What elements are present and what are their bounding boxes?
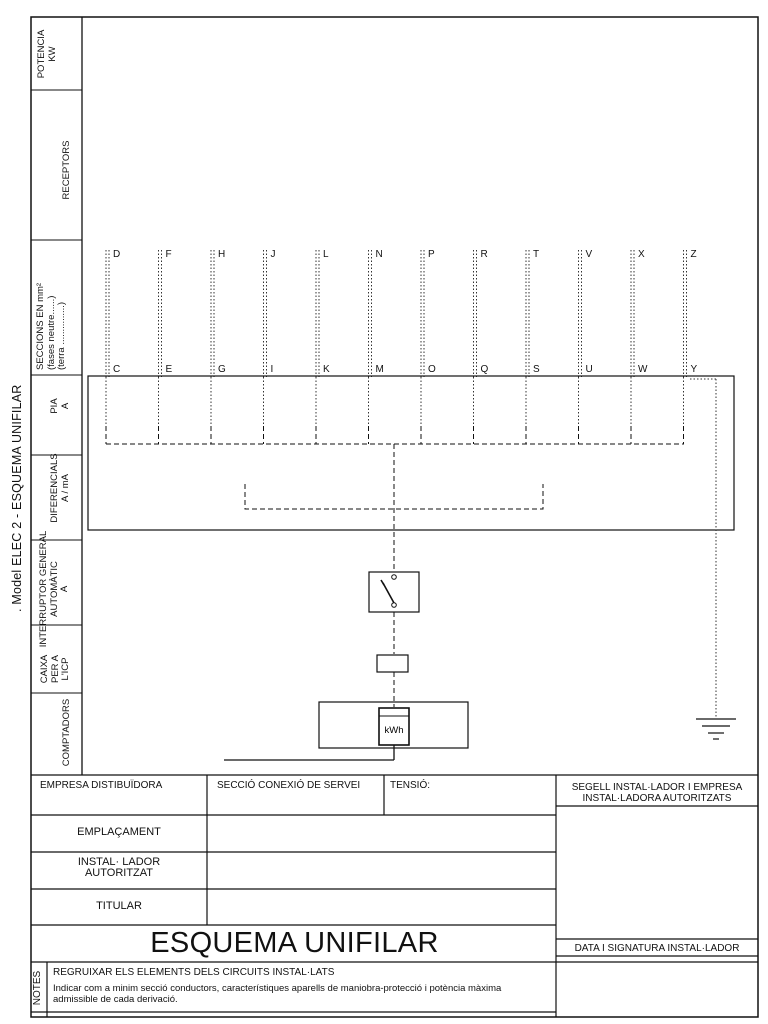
row-label-interruptor — [39, 528, 71, 650]
empresa-distribuidora-label: EMPRESA DISTIBUÏDORA — [40, 780, 163, 791]
interruptor-label: INTERRUPTOR GENERAL — [38, 530, 49, 648]
circuit-letter-bottom: E — [165, 364, 173, 375]
circuit-letter-top: P — [428, 249, 435, 260]
circuit-letter-top: Z — [690, 249, 697, 260]
circuit-letter-top: D — [113, 249, 121, 260]
circuit-letter-top: V — [585, 249, 593, 260]
pia-bus — [106, 426, 684, 444]
circuit-letter-bottom: O — [428, 364, 436, 375]
caixa-label: CAIXA — [39, 654, 50, 684]
circuit-letter-bottom: I — [270, 364, 274, 375]
row-label-pia — [50, 386, 71, 426]
notes-label: NOTES — [32, 970, 43, 1006]
circuit-letter-top: F — [165, 249, 172, 260]
model-title: . Model ELEC 2 - ESQUEMA UNIFILAR — [10, 384, 24, 612]
row-label-seccions — [36, 250, 68, 370]
page-title: ESQUEMA UNIFILAR — [150, 927, 439, 959]
data-signatura-label: DATA I SIGNATURA INSTAL·LADOR — [574, 943, 740, 954]
circuit-letter-bottom: S — [533, 364, 540, 375]
titular-label: TITULAR — [96, 900, 142, 912]
circuit-letter-bottom: M — [375, 364, 384, 375]
notes-text — [53, 983, 556, 1005]
automatic-label: AUTOMÀTIC — [48, 561, 60, 617]
installador-label — [31, 857, 207, 879]
circuit-letter-top: N — [375, 249, 383, 260]
row-label-potencia — [37, 24, 58, 84]
fases-neutre-label: (fases neutre......) — [45, 295, 57, 370]
circuit-letter-top: J — [270, 249, 276, 260]
circuit-columns — [106, 250, 716, 426]
circuit-letter-top: T — [533, 249, 540, 260]
receptors-label: RECEPTORS — [61, 140, 72, 200]
circuit-letter-bottom: U — [585, 364, 593, 375]
icp-box — [377, 655, 408, 672]
row-label-comptadors — [62, 695, 73, 770]
interruptor-unit-label: A — [59, 585, 70, 593]
terra-label: (terra ...............) — [56, 301, 67, 370]
pia-label: PIA — [49, 398, 60, 414]
circuit-letter-bottom: G — [218, 364, 226, 375]
circuit-letter-bottom: C — [113, 364, 121, 375]
comptadors-label: COMPTADORS — [61, 698, 72, 767]
segell-line-2: INSTAL·LADORA AUTORITZATS — [582, 793, 732, 804]
emplacament-label: EMPLAÇAMENT — [77, 826, 161, 838]
circuit-letter-bottom: Y — [690, 364, 698, 375]
row-label-caixa — [40, 644, 72, 694]
circuit-letter-top: H — [218, 249, 226, 260]
ground-symbol — [696, 719, 736, 739]
row-label-diferencials — [50, 448, 71, 528]
diferencials-unit-label: A / mA — [59, 474, 71, 502]
notes-text-line-2: admissible de cada derivació. — [53, 994, 178, 1005]
row-label-receptors — [62, 135, 73, 205]
circuit-letter-top: R — [480, 249, 488, 260]
notes-text-line-1: Indicar com a minim secció conductors, característiques aparells de maniobra-protecció i potència màxima — [53, 983, 502, 994]
circuit-letter-bottom: K — [323, 364, 330, 375]
potencia-label: POTENCIA — [36, 29, 47, 79]
tensio-label: TENSIÓ: — [390, 780, 431, 791]
licp-label: L'ICP — [60, 657, 71, 681]
circuit-letter-top: L — [323, 249, 329, 260]
diferencials-label: DIFERENCIALS — [49, 453, 60, 523]
circuit-letter-bottom: W — [638, 364, 648, 375]
kw-label: KW — [46, 46, 58, 62]
circuit-letter-top: X — [638, 249, 645, 260]
kwh-label: kWh — [384, 725, 404, 736]
seccions-label: SECCIONS EN mm² — [35, 282, 46, 370]
segell-line-1: SEGELL INSTAL·LADOR I EMPRESA — [571, 782, 743, 793]
installador-line-2: AUTORITZAT — [84, 867, 154, 879]
segell-label — [556, 782, 758, 804]
protection-panel-box — [88, 376, 734, 530]
circuit-letter-bottom: Q — [480, 364, 489, 375]
pia-unit-label: A — [59, 402, 71, 410]
seccio-conexio-label: SECCIÓ CONEXIÓ DE SERVEI — [217, 780, 361, 791]
per-a-label: PER A — [49, 655, 61, 683]
installador-line-1: INSTAL· LADOR — [77, 856, 161, 868]
notes-heading: REGRUIXAR ELS ELEMENTS DELS CIRCUITS INSTAL·LATS — [53, 967, 335, 978]
